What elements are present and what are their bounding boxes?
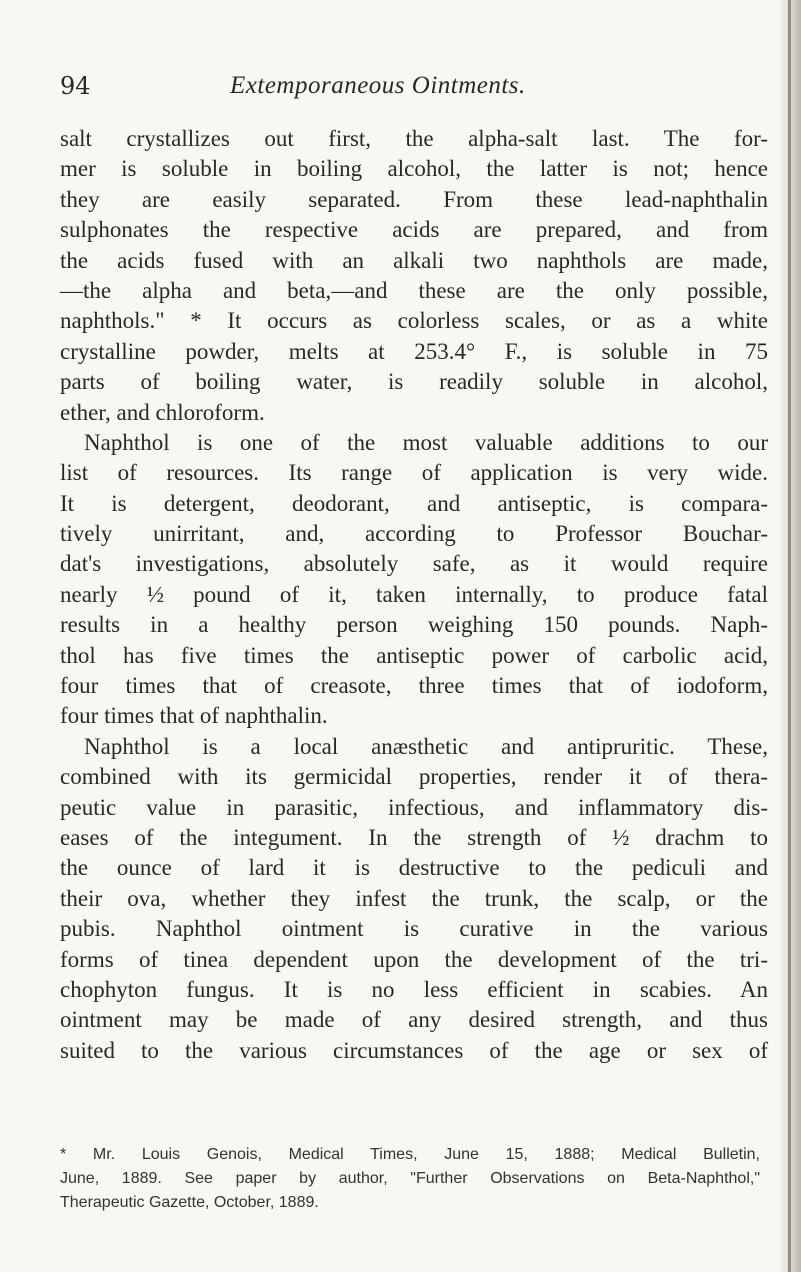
text-line: nearly ½ pound of it, taken internally, to produce fatal — [60, 581, 768, 607]
page-edge-line — [788, 0, 791, 1272]
text-line: tively unirritant, and, according to Professor Bouchar- — [60, 521, 768, 547]
text-line: parts of boiling water, is readily soluble in alcohol, — [60, 369, 768, 395]
text-line: ointment may be made of any desired strength, and thus — [60, 1007, 768, 1033]
text-line: their ova, whether they infest the trunk, the scalp, or the — [60, 885, 768, 911]
text-line: four times that of creasote, three times that of iodoform, — [60, 673, 768, 699]
text-line: thol has five times the antiseptic power of carbolic acid, — [60, 642, 768, 668]
text-line: dat's investigations, absolutely safe, as it would require — [60, 551, 768, 577]
footnote-line: Therapeutic Gazette, October, 1889. — [60, 1194, 319, 1211]
text-line: salt crystallizes out first, the alpha-salt last. The for- — [60, 126, 768, 151]
page-header — [60, 72, 750, 112]
text-line: the acids fused with an alkali two naphthols are made, — [60, 247, 768, 273]
text-line: the ounce of lard it is destructive to the pediculi and — [60, 855, 768, 881]
text-line: crystalline powder, melts at 253.4° F., is soluble in 75 — [60, 338, 768, 364]
running-head: Extemporaneous Ointments. — [230, 72, 526, 99]
text-line: forms of tinea dependent upon the development of the tri- — [60, 946, 768, 972]
text-line: eases of the integument. In the strength of ½ drachm to — [60, 824, 768, 850]
text-line: peutic value in parasitic, infectious, and inflammatory dis- — [60, 794, 768, 820]
page-number: 94 — [60, 72, 91, 100]
text-line: four times that of naphthalin. — [60, 703, 328, 729]
footnote — [60, 1143, 760, 1215]
text-line: results in a healthy person weighing 150 pounds. Naph- — [60, 612, 768, 638]
paragraph-start: Naphthol is a local anæsthetic and antipruritic. These, — [84, 733, 768, 759]
text-line: sulphonates the respective acids are prepared, and from — [60, 217, 768, 243]
footnote-line: June, 1889. See paper by author, "Further Observations on Beta-Naphthol," — [60, 1170, 760, 1187]
text-line: naphthols." * It occurs as colorless scales, or as a white — [60, 308, 768, 334]
text-line: combined with its germicidal properties, render it of thera- — [60, 764, 768, 790]
text-line: pubis. Naphthol ointment is curative in the various — [60, 916, 768, 942]
body-text — [60, 124, 768, 1066]
text-line: chophyton fungus. It is no less efficient in scabies. An — [60, 976, 768, 1002]
text-line: It is detergent, deodorant, and antiseptic, is compara- — [60, 490, 768, 516]
text-line: list of resources. Its range of application is very wide. — [60, 460, 768, 486]
text-line: ether, and chloroform. — [60, 399, 265, 425]
text-line: mer is soluble in boiling alcohol, the latter is not; hence — [60, 156, 768, 182]
paragraph-start: Naphthol is one of the most valuable additions to our — [84, 429, 768, 455]
text-line: —the alpha and beta,—and these are the only possible, — [60, 277, 768, 303]
footnote-line: * Mr. Louis Genois, Medical Times, June 15, 1888; Medical Bulletin, — [60, 1146, 760, 1163]
text-line: they are easily separated. From these lead-naphthalin — [60, 186, 768, 212]
text-line: suited to the various circumstances of the age or sex of — [60, 1037, 768, 1063]
